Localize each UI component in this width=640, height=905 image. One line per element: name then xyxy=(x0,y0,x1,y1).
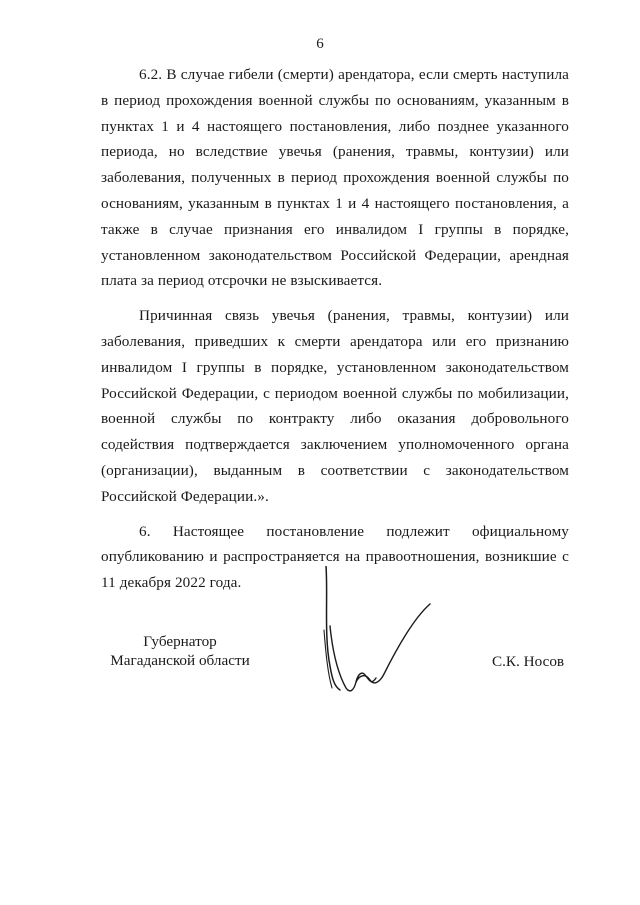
signer-title-line2: Магаданской области xyxy=(110,652,250,669)
signer-name: С.К. Носов xyxy=(492,653,565,670)
signature-block xyxy=(0,632,640,712)
signer-title xyxy=(100,632,260,670)
page-number: 6 xyxy=(316,36,324,52)
paragraph-causal-link: Причинная связь увечья (ранения, травмы, контузии) или заболевания, приведших к смерти арендатора или его признанию инвалидом I группы в порядке, установленном законодательством Российской Федерации, с периодом военной службы по мобилизации, военной службы по контракту либо оказания добровольного содействия подтверждается заключением уполномоченного органа (организации), выданным в соответствии с законодательством Российской Федерации.». xyxy=(101,307,569,505)
handwritten-signature xyxy=(310,566,440,706)
signer-title-line1: Губернатор xyxy=(143,633,217,650)
paragraph-6-2: 6.2. В случае гибели (смерти) арендатора, если смерть наступила в период прохождения военной службы по основаниям, указанным в пунктах 1 и 4 настоящего постановления, либо позднее указанного периода, но вследствие увечья (ранения, травмы, контузии) или заболевания, полученных в период прохождения военной службы по основаниям, указанным в пунктах 1 и 4 настоящего постановления, а также в случае признания его инвалидом I группы в порядке, установленном законодательством Российской Федерации, арендная плата за период отсрочки не взыскивается. xyxy=(101,66,569,290)
paragraph-6: 6. Настоящее постановление подлежит официальному опубликованию и распространяется на правоотношения, возникшие с 11 декабря 2022 года. xyxy=(101,522,569,592)
document-body xyxy=(101,62,569,605)
